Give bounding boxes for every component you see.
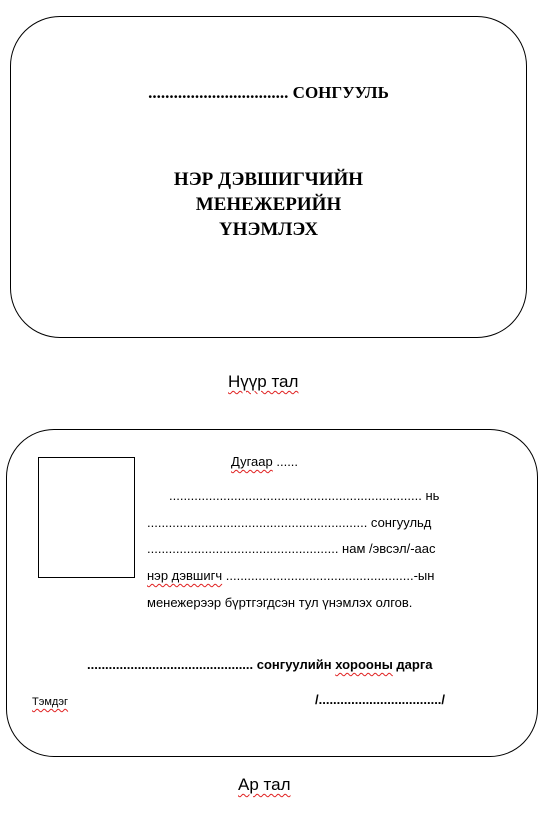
body-line-5: менежерээр бүртгэгдсэн тул үнэмлэх олгов.: [147, 595, 413, 610]
body-line-4-rest: ....................................................-ын: [222, 568, 435, 583]
signature-line: /................................../: [315, 692, 446, 707]
body-line-4: [147, 568, 434, 584]
chairman-rest: дарга: [392, 657, 433, 672]
back-card: [6, 429, 538, 757]
title-line-3: ҮНЭМЛЭХ: [218, 219, 319, 240]
back-caption-text: Ар тал: [238, 775, 291, 794]
body-line-3: ..................................................... нам /эвсэл/-аас: [147, 541, 436, 556]
body-line-1: ...................................................................... нь: [169, 488, 440, 503]
photo-placeholder: [38, 457, 135, 578]
front-card: [10, 16, 527, 338]
chairman-dots: .............................................. сонгуулийн: [87, 657, 336, 672]
number-label: Дугаар: [231, 454, 273, 469]
candidate-word: нэр дэвшигч: [147, 568, 223, 583]
back-side-caption: [238, 775, 291, 795]
body-line-2: ............................................................. сонгуульд: [147, 515, 432, 530]
stamp-label-text: Тэмдэг: [32, 696, 69, 708]
number-dots: ......: [272, 454, 299, 469]
number-line: [231, 454, 298, 470]
front-caption-text: Нүүр тал: [228, 372, 299, 391]
card-title: [11, 167, 526, 242]
election-name-line: ................................. СОНГУУЛЬ: [148, 83, 389, 102]
stamp-label: [32, 695, 68, 709]
committee-word: хорооны: [335, 657, 393, 672]
title-line-2: МЕНЕЖЕРИЙН: [195, 194, 342, 215]
front-side-caption: [228, 372, 298, 392]
title-line-1: НЭР ДЭВШИГЧИЙН: [173, 169, 364, 190]
committee-chairman-line: [87, 657, 433, 673]
